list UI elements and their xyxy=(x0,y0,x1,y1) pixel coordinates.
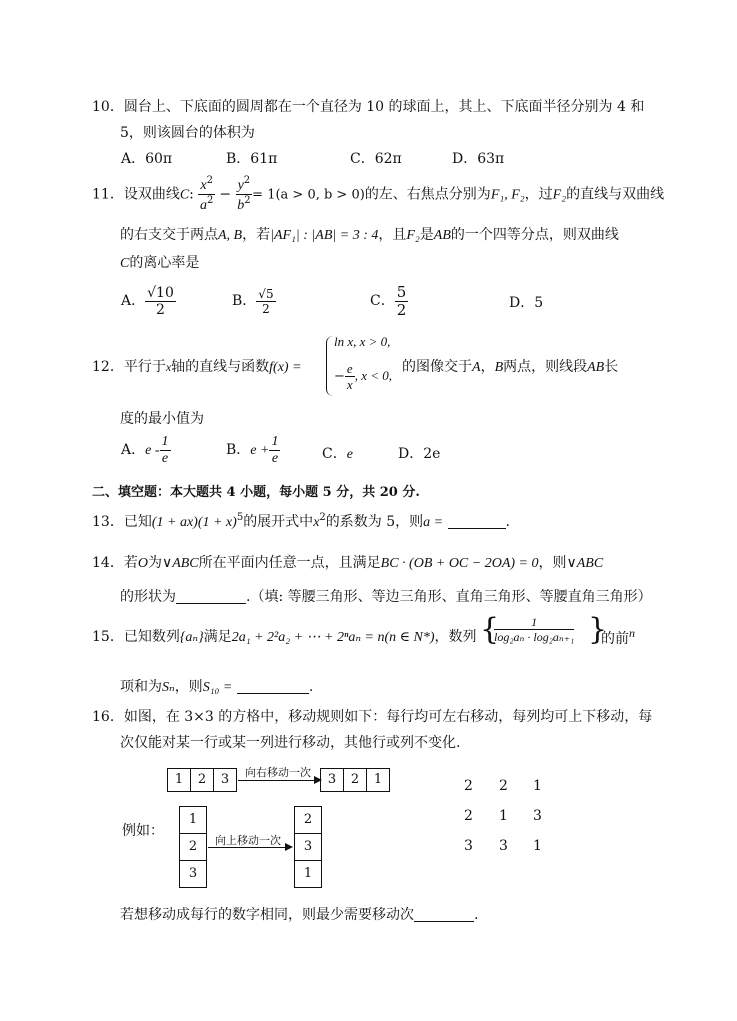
q12-line2: 度的最小值为 xyxy=(120,411,204,427)
grid-cell: 3 xyxy=(464,838,473,854)
row-arrow-label: 向右移动一次 xyxy=(245,766,311,779)
section-heading: 二、填空题：本大题共 4 小题，每小题 5 分，共 20 分. xyxy=(92,485,420,500)
col-arrow-label: 向上移动一次 xyxy=(215,834,281,847)
q11-option-d: D．5 xyxy=(509,295,544,311)
q16-last-line: 若想移动成每行的数字相同，则最少需要移动次 . xyxy=(120,907,479,923)
q14-line1: 14．若O为∨ABC所在平面内任意一点，且满足BC · (OB + OC − 2OA) = 0，则∨ABC xyxy=(92,555,604,571)
col-before-cell: 3 xyxy=(179,860,207,888)
q16-line1: 16．如图，在 3×3 的方格中，移动规则如下：每行均可左右移动，每列均可上下移动，每 xyxy=(92,709,653,725)
hyperbola-y-term: $\frac{y^2}{b^2}$ xyxy=(237,175,251,213)
grid-cell: 3 xyxy=(499,838,508,854)
q14-line2: 的形状为 .（填: 等腰三角形、等边三角形、直角三角形、等腰直角三角形） xyxy=(120,589,652,605)
q12-option-b: B．e + $\frac{1}{e}$ xyxy=(226,433,279,466)
q10-line2: 5，则该圆台的体积为 xyxy=(120,125,255,141)
grid-cell: 2 xyxy=(499,778,508,794)
col-before-cell: 2 xyxy=(179,833,207,861)
row-after-cell: 1 xyxy=(366,768,390,792)
q11-option-c: C． $\frac{5}{2}$ xyxy=(370,282,407,319)
q10-option-d: D．63π xyxy=(452,151,505,167)
q11-line1: 11．设双曲线C: $\frac{x^2}{a^2}$ − $\frac{y^2}{b^2}$ = 1(a > 0, b > 0)的左、右焦点分别为F₁, F₂，过F₂的直线与双曲线 xyxy=(92,175,665,213)
q12-option-a: A．e - $\frac{1}{e}$ xyxy=(121,433,169,466)
col-after-cell: 2 xyxy=(294,806,322,834)
example-label: 例如： xyxy=(122,823,164,839)
grid-cell: 3 xyxy=(533,808,542,824)
q11-line3: C的离心率是 xyxy=(120,255,200,271)
piecewise-brace xyxy=(326,336,333,396)
q10-line1: 10．圆台上、下底面的圆周都在一个直径为 10 的球面上，其上、下底面半径分别为 4 和 xyxy=(92,99,645,115)
row-before-cell: 1 xyxy=(167,768,191,792)
q12-text-pre: 12．平行于x轴的直线与函数f(x) = xyxy=(92,359,302,375)
q12-option-c: C．e xyxy=(322,446,353,462)
q12-case1: ln x, x > 0, xyxy=(334,334,391,349)
grid-cell: 1 xyxy=(533,778,542,794)
row-before-cell: 2 xyxy=(190,768,214,792)
q13-answer-blank xyxy=(448,514,506,529)
row-arrow-line xyxy=(238,780,318,781)
q15-line2: 项和为Sₙ，则S₁₀ = . xyxy=(120,679,314,695)
q10-option-a: A．60π xyxy=(121,151,173,167)
grid-cell: 1 xyxy=(533,838,542,854)
q15-text-pre: 15．已知数列{aₙ}满足2a₁ + 2²a₂ + ⋯ + 2ⁿaₙ = n(n ∈ N*)，数列 xyxy=(92,629,477,645)
row-before-cell: 3 xyxy=(213,768,237,792)
grid-cell: 1 xyxy=(499,808,508,824)
q15-brace-right: } xyxy=(588,612,608,647)
q10-option-c: C．62π xyxy=(350,151,402,167)
q11-option-a: A． $\frac{√10}{2}$ xyxy=(121,284,174,318)
col-before-cell: 1 xyxy=(179,806,207,834)
q13-line: 13．已知$(1 + ax)(1 + x)^5$的展开式中$x^2$的系数为 5，则a = . xyxy=(92,512,510,530)
q15-fraction: $\frac{1}{\text{log₂aₙ · log₂aₙ₊₁}}$ xyxy=(494,615,575,644)
hyperbola-x-term: $\frac{x^2}{a^2}$ xyxy=(199,175,214,213)
grid-cell: 2 xyxy=(464,808,473,824)
q15-text-post: 的前n xyxy=(601,626,635,647)
q12-option-d: D．2e xyxy=(398,446,441,462)
q15-brace-left: { xyxy=(480,612,500,647)
q14-answer-blank xyxy=(176,589,246,604)
q11-option-b: B． $\frac{√5}{2}$ xyxy=(232,286,274,316)
q16-answer-blank xyxy=(414,907,474,922)
q15-answer-blank xyxy=(237,679,309,694)
q12-text-post: 的图像交于A，B两点，则线段AB长 xyxy=(402,359,619,375)
col-arrow-head xyxy=(285,843,293,851)
row-after-cell: 3 xyxy=(320,768,344,792)
col-after-cell: 3 xyxy=(294,833,322,861)
q16-line2: 次仅能对某一行或某一列进行移动，其他行或列不变化. xyxy=(120,735,461,751)
grid-cell: 2 xyxy=(464,778,473,794)
q11-line2: 的右支交于两点A, B，若|AF₁| : |AB| = 3 : 4，且F₂是AB的一个四等分点，则双曲线 xyxy=(120,227,619,243)
q10-option-b: B．61π xyxy=(226,151,278,167)
col-after-cell: 1 xyxy=(294,860,322,888)
row-after-cell: 2 xyxy=(343,768,367,792)
q12-case2: − $\frac{e}{x}$ , x < 0, xyxy=(334,361,392,392)
